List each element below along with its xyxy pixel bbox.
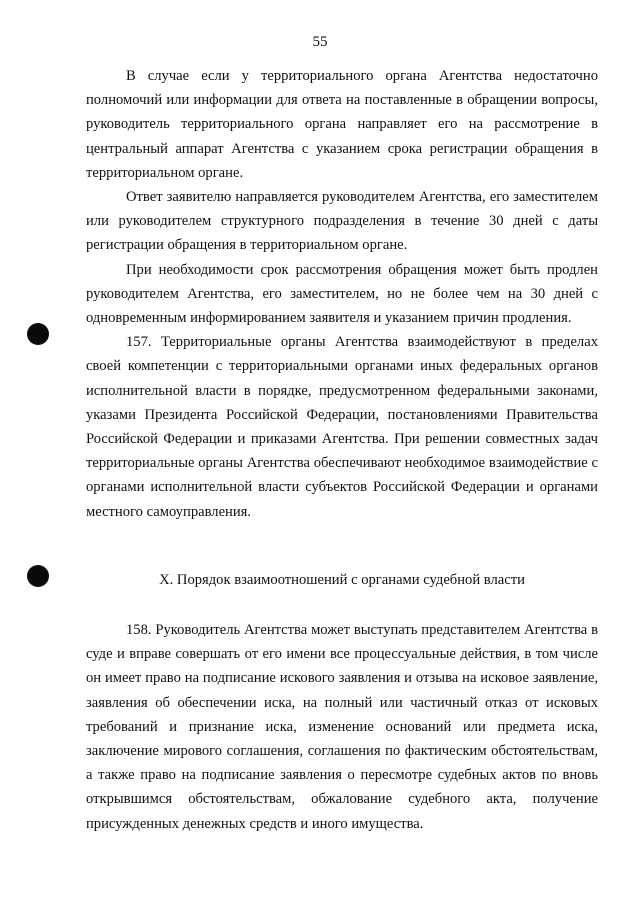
paragraph-157: 157. Территориальные органы Агентства взаимодействуют в пределах своей компетенции с территориальными органами иных федеральных органов исполнительной власти в порядке, предусмотренном федеральными законами, указами Президента Российской Федерации, постановлениями Правительства Российской Федерации и приказами Агентства. При решении совместных задач территориальные органы Агентства обеспечивают необходимое взаимодействие с органами исполнительной власти субъектов Российской Федерации и органами местного самоуправления.	[86, 334, 598, 520]
punch-hole	[27, 565, 49, 587]
body-text	[86, 64, 598, 524]
paragraph-158: 158. Руководитель Агентства может выступать представителем Агентства в суде и вправе совершать от его имени все процессуальные действия, в том числе он имеет право на подписание искового заявления и отзыва на исковое заявление, заявления об обеспечении иска, на полный или частичный отказ от исковых требований и признание иска, изменение оснований или предмета иска, заключение мирового соглашения, соглашения по фактическим обстоятельствам, а также право на подписание заявления о пересмотре судебных актов по вновь открывшимся обстоятельствам, обжалование судебного акта, получение присужденных денежных средств и иного имущества.	[86, 622, 598, 832]
paragraph: При необходимости срок рассмотрения обращения может быть продлен руководителем Агентства, его заместителем, но не более чем на 30 дней с одновременным информированием заявителя и указанием причин продления.	[86, 261, 598, 327]
paragraph: В случае если у территориального органа Агентства недостаточно полномочий или информации для ответа на поставленные в обращении вопросы, руководитель территориального органа направляет его на рассмотрение в центральный аппарат Агентства с указанием срока регистрации обращения в территориальном органе.	[86, 68, 598, 181]
page-number: 55	[312, 34, 328, 50]
section-heading: X. Порядок взаимоотношений с органами судебной власти	[159, 572, 525, 588]
paragraph: Ответ заявителю направляется руководителем Агентства, его заместителем или руководителем структурного подразделения в течение 30 дней с даты регистрации обращения в территориальном органе.	[86, 189, 598, 254]
punch-hole	[27, 323, 49, 345]
section-body-text	[86, 618, 598, 836]
